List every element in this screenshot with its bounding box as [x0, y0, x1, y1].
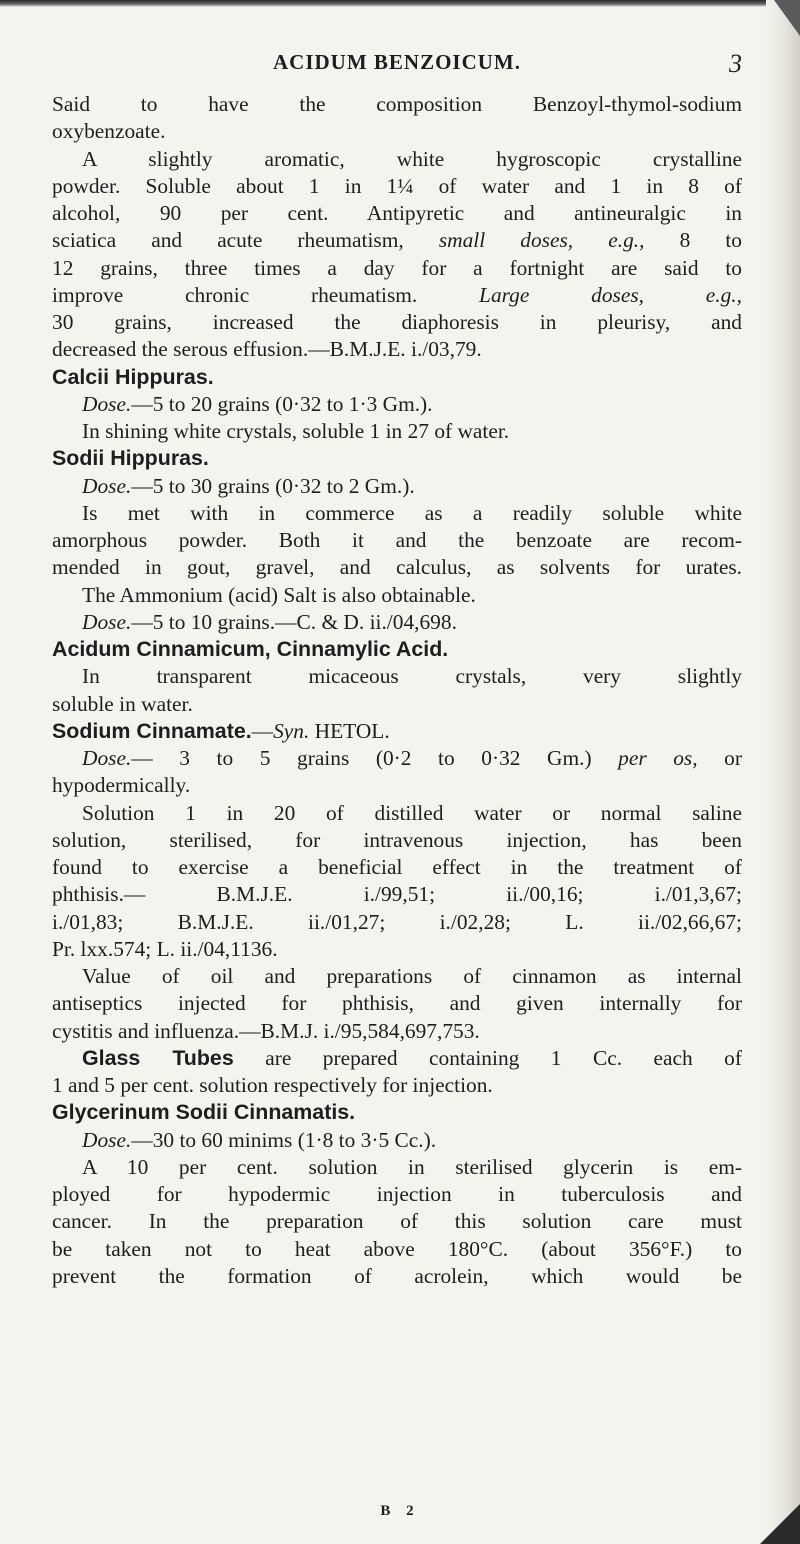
- dose-line: [52, 391, 742, 418]
- text-run: powder. Soluble about 1 in 1¼ of water and 1 in 8 of: [52, 173, 742, 198]
- heading-text: Calcii Hippuras.: [52, 364, 214, 389]
- text-run: Said to have the composition Benzoyl-thymol-sodium: [52, 92, 742, 116]
- text-line: [52, 418, 742, 445]
- text-run: i./01,83; B.M.J.E. ii./01,27; i./02,28; L. ii./02,66,67;: [52, 909, 742, 934]
- text-line: [52, 146, 742, 173]
- italic-text: Dose.: [82, 1127, 132, 1152]
- page-number: 3: [729, 49, 742, 78]
- text-run: In shining white crystals, soluble 1 in 27 of water.: [82, 419, 510, 443]
- text-line: [52, 309, 742, 336]
- italic-text: Dose.: [82, 473, 132, 498]
- text-line: [52, 963, 742, 990]
- text-line: [52, 1208, 742, 1235]
- heading-text: Glass Tubes: [82, 1045, 234, 1070]
- text-run: or: [697, 746, 742, 770]
- reference-line: [52, 909, 742, 936]
- text-run: sciatica and acute rheumatism,: [52, 228, 439, 253]
- dose-line: [52, 473, 742, 500]
- text-run: hypodermically.: [52, 773, 191, 798]
- text-line: [52, 1181, 742, 1208]
- heading-text: Glycerinum Sodii Cinnamatis.: [52, 1100, 356, 1125]
- text-run: 8 to: [644, 228, 742, 253]
- heading-text: Sodium Cinnamate.: [52, 718, 252, 743]
- text-run: solution, sterilised, for intravenous injection, has been: [52, 827, 742, 852]
- text-line: [52, 282, 742, 309]
- text-line: [52, 118, 742, 145]
- text-run: soluble in water.: [52, 691, 193, 716]
- text-run: 1 and 5 per cent. solution respectively for injection.: [52, 1073, 493, 1097]
- entry-heading: [52, 636, 742, 663]
- reference-line: [52, 936, 742, 963]
- signature-mark: B 2: [380, 1503, 420, 1519]
- dose-line: [52, 1127, 742, 1154]
- text-line: [52, 1263, 742, 1290]
- text-line: [52, 772, 742, 799]
- italic-text: per os,: [618, 746, 698, 770]
- page-right-edge-shadow: [766, 0, 800, 1544]
- text-run: Pr. lxx.574; L. ii./04,1136.: [52, 936, 278, 961]
- text-run: HETOL.: [309, 718, 390, 743]
- entry-heading: [52, 445, 742, 472]
- text-line: [52, 500, 742, 527]
- text-line: [52, 663, 742, 690]
- text-line: [52, 1045, 742, 1072]
- entry-heading: [52, 364, 742, 391]
- italic-text: Dose.: [82, 746, 132, 770]
- entry-heading: [52, 1099, 742, 1126]
- text-run: found to exercise a beneficial effect in the treatment of: [52, 855, 742, 879]
- text-run: are prepared containing 1 Cc. each of: [233, 1045, 742, 1070]
- text-line: [52, 691, 742, 718]
- italic-text: Dose.: [82, 609, 132, 634]
- text-run: Is met with in commerce as a readily soluble white: [82, 500, 742, 525]
- text-line: [52, 173, 742, 200]
- text-line: [52, 582, 742, 609]
- text-run: Solution 1 in 20 of distilled water or normal saline: [82, 800, 742, 825]
- text-run: A 10 per cent. solution in sterilised glycerin is em-: [82, 1154, 742, 1179]
- text-run: —5 to 30 grains (0·32 to 2 Gm.).: [131, 473, 415, 498]
- text-run: oxybenzoate.: [52, 119, 166, 144]
- text-run: mended in gout, gravel, and calculus, as solvents for urates.: [52, 555, 742, 580]
- text-line: [52, 227, 742, 254]
- page-top-edge: [0, 0, 800, 7]
- text-run: —: [251, 718, 274, 743]
- reference-line: [52, 881, 742, 908]
- heading-text: Cinnamylic Acid.: [270, 637, 449, 661]
- text-line: [52, 1072, 742, 1099]
- text-run: alcohol, 90 per cent. Antipyretic and antineuralgic in: [52, 201, 742, 225]
- text-line: [52, 527, 742, 554]
- text-line: [52, 1236, 742, 1263]
- italic-text: Syn.: [273, 718, 310, 743]
- entry-heading: [52, 718, 742, 745]
- running-head: [52, 50, 742, 84]
- italic-text: small doses, e.g.,: [438, 228, 645, 253]
- text-run: Value of oil and preparations of cinnamon as internal: [82, 964, 742, 988]
- dose-line: [52, 609, 742, 636]
- text-run: In transparent micaceous crystals, very slightly: [82, 664, 742, 689]
- text-run: cancer. In the preparation of this solution care must: [52, 1209, 742, 1234]
- dose-line: [52, 745, 742, 772]
- text-line: [52, 336, 742, 363]
- text-line: [52, 800, 742, 827]
- heading-text: Sodii Hippuras.: [52, 446, 209, 471]
- text-line: [52, 200, 742, 227]
- running-title: ACIDUM BENZOICUM.: [273, 50, 521, 74]
- text-line: [52, 91, 742, 118]
- text-run: antiseptics injected for phthisis, and given internally for: [52, 991, 742, 1016]
- text-line: [52, 1154, 742, 1181]
- text-run: improve chronic rheumatism.: [52, 282, 480, 307]
- text-run: A slightly aromatic, white hygroscopic crystalline: [82, 146, 742, 171]
- text-run: 30 grains, increased the diaphoresis in pleurisy, and: [52, 310, 742, 334]
- text-run: be taken not to heat above 180°C. (about 356°F.) to: [52, 1236, 742, 1261]
- heading-text: Acidum Cinnamicum,: [52, 637, 271, 661]
- text-line: [52, 827, 742, 854]
- italic-text: Dose.: [82, 391, 132, 416]
- text-line: [52, 990, 742, 1017]
- text-run: phthisis.— B.M.J.E. i./99,51; ii./00,16; i./01,3,67;: [52, 882, 742, 907]
- text-run: amorphous powder. Both it and the benzoate are recom-: [52, 528, 742, 552]
- text-run: —5 to 10 grains.—C. & D. ii./04,698.: [131, 609, 457, 634]
- text-run: decreased the serous effusion.—B.M.J.E. i./03,79.: [52, 337, 482, 362]
- body-text: [52, 91, 742, 1290]
- text-line: [52, 255, 742, 282]
- italic-text: Large doses, e.g.,: [479, 282, 742, 307]
- text-line: [52, 854, 742, 881]
- text-run: —30 to 60 minims (1·8 to 3·5 Cc.).: [131, 1127, 437, 1152]
- text-run: 12 grains, three times a day for a fortnight are said to: [52, 255, 742, 280]
- text-run: ployed for hypodermic injection in tuberculosis and: [52, 1182, 742, 1206]
- text-run: cystitis and influenza.—B.M.J. i./95,584,697,753.: [52, 1018, 480, 1043]
- text-run: —5 to 20 grains (0·32 to 1·3 Gm.).: [131, 391, 433, 416]
- text-run: — 3 to 5 grains (0·2 to 0·32 Gm.): [131, 746, 619, 770]
- text-line: [52, 1018, 742, 1045]
- text-line: [52, 554, 742, 581]
- text-run: The Ammonium (acid) Salt is also obtainable.: [82, 582, 476, 607]
- page-corner-top-right: [774, 0, 800, 36]
- text-run: prevent the formation of acrolein, which would be: [52, 1263, 742, 1288]
